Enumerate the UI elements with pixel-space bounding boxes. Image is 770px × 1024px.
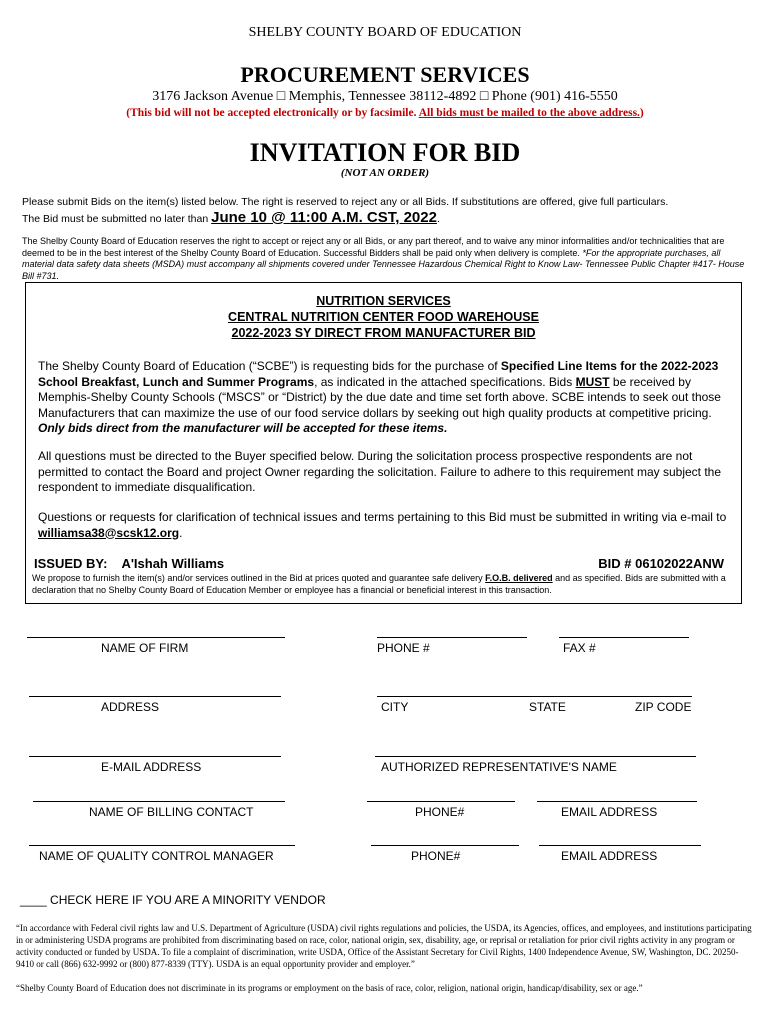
buyer-name: A'Ishah Williams (121, 556, 225, 571)
issued-label: ISSUED BY: (34, 556, 108, 571)
msds-notice: *For the appropriate purchases, all material data safety data sheets (MSDA) must accompany all shipments covered under Tennessee Hazardous Chemical Right to Know Law- Tennessee Public Chapter #417- House Bill #731. (22, 247, 745, 281)
state-label: STATE (529, 700, 566, 714)
heading-warehouse: CENTRAL NUTRITION CENTER FOOD WAREHOUSE (228, 310, 539, 324)
zip-code-label: ZIP CODE (635, 700, 692, 714)
department-title: PROCUREMENT SERVICES (240, 62, 530, 87)
qc-manager-label: NAME OF QUALITY CONTROL MANAGER (39, 849, 274, 863)
email-field[interactable] (29, 756, 281, 757)
box-headings (26, 293, 741, 341)
address-label: ADDRESS (101, 700, 160, 714)
city-state-zip-field[interactable] (377, 696, 692, 697)
email-label: E-MAIL ADDRESS (101, 760, 202, 774)
billing-email-field[interactable] (537, 801, 697, 802)
questions-paragraph: All questions must be directed to the Buyer specified below. During the solicitation process prospective respondents are not permitted to contact the Board and project Owner regarding the solicitation. Failure to adhere to this requirement may subject the respondent to immediate disqualification. (38, 449, 722, 494)
address-field[interactable] (29, 696, 281, 697)
authorized-rep-field[interactable] (375, 756, 696, 757)
notice-text: (This bid will not be accepted electronically or by facsimile. (126, 107, 419, 119)
bid-deadline: June 10 @ 11:00 A.M. CST, 2022 (211, 209, 437, 226)
billing-phone-field[interactable] (367, 801, 515, 802)
billing-phone-label: PHONE# (415, 805, 465, 819)
clarification-paragraph (38, 510, 728, 541)
fob-terms: F.O.B. delivered (485, 573, 553, 583)
notice-close: ) (639, 107, 644, 119)
buyer-email-link[interactable]: williamsa38@scsk12.org (38, 525, 180, 540)
document-title: INVITATION FOR BID (249, 138, 521, 167)
document-subtitle: (NOT AN ORDER) (340, 167, 430, 179)
board-name: SHELBY COUNTY BOARD OF EDUCATION (248, 25, 522, 40)
intro-line: Please submit Bids on the item(s) listed below. The right is reserved to reject any or all Bids. If substitutions are offered, give full particulars. (22, 196, 669, 208)
authorized-rep-label: AUTHORIZED REPRESENTATIVE'S NAME (381, 760, 617, 774)
fax-field[interactable] (559, 637, 689, 638)
phone-label: PHONE # (377, 641, 430, 655)
scope-manufacturer-only: Only bids direct from the manufacturer will be accepted for these items. (38, 421, 448, 435)
bid-number: BID # 06102022ANW (598, 556, 724, 571)
scope-text-c: , as indicated in the attached specifications. Bids (314, 374, 576, 389)
phone-field[interactable] (377, 637, 527, 638)
fax-label: FAX # (563, 641, 596, 655)
scope-paragraph (38, 359, 728, 437)
bid-details-box (25, 282, 742, 604)
scope-must: MUST (575, 374, 610, 389)
notice-mail-instruction: All bids must be mailed to the above address. (418, 107, 640, 119)
firm-name-label: NAME OF FIRM (101, 641, 189, 655)
office-address: 3176 Jackson Avenue □ Memphis, Tennessee 38112-4892 □ Phone (901) 416-5550 (152, 89, 618, 104)
billing-email-label: EMAIL ADDRESS (561, 805, 658, 819)
proposal-statement (32, 572, 732, 596)
billing-contact-label: NAME OF BILLING CONTACT (89, 805, 254, 819)
qc-manager-field[interactable] (29, 845, 295, 846)
qc-email-field[interactable] (539, 845, 701, 846)
qc-phone-field[interactable] (371, 845, 519, 846)
firm-name-field[interactable] (27, 637, 285, 638)
proposal-text: We propose to furnish the item(s) and/or services outlined in the Bid at prices quoted and guarantee safe delivery (32, 573, 486, 583)
scope-text-e: be received by Memphis-Shelby County Schools (“MSCS” or “District) by the due date and time set forth above. SCBE intends to seek out those Manufacturers that can maximize the use of our food service dollars by seeking out high quality products at competitive pricing. (38, 374, 721, 420)
heading-bid-name: 2022-2023 SY DIRECT FROM MANUFACTURER BID (231, 326, 536, 340)
billing-contact-field[interactable] (33, 801, 285, 802)
submission-notice (0, 107, 770, 119)
scbe-nondiscrimination-statement: “Shelby County Board of Education does not discriminate in its programs or employment on the basis of race, color, religion, national origin, handicap/disability, sex or age.” (16, 983, 643, 993)
usda-nondiscrimination-statement: “In accordance with Federal civil rights law and U.S. Department of Agriculture (USDA) civil rights regulations and policies, the USDA, its Agencies, offices, and employees, and institutions participating in or administering USDA programs are prohibited from discriminating based on race, color, national origin, sex, disability, age, or reprisal or retaliation for prior civil rights activity in any program or activity conducted or funded by USDA. To file a complaint of discrimination, write USDA, Office of the Assistant Secretary for Civil Rights, 1400 Independence Avenue, SW, Washington, DC. 20250-9410 or call (866) 632-9992 or (800) 877-8339 (TTY). USDA is an equal opportunity provider and employer.” (16, 923, 752, 969)
deadline-prefix: The Bid must be submitted no later than (22, 213, 212, 225)
issued-by (34, 556, 224, 571)
clarification-end: . (179, 525, 183, 540)
intro-paragraph (22, 195, 752, 227)
scope-items: Specified Line Items for the 2022-2023 School Breakfast, Lunch and Summer Programs (38, 359, 719, 389)
minority-vendor-checkbox[interactable]: ____ CHECK HERE IF YOU ARE A MINORITY VENDOR (20, 893, 326, 907)
city-label: CITY (381, 700, 409, 714)
clarification-text: Questions or requests for clarification of technical issues and terms pertaining to this Bid must be submitted in writing via e-mail to (38, 510, 727, 524)
deadline-suffix: . (436, 213, 440, 225)
qc-phone-label: PHONE# (411, 849, 461, 863)
terms-text: The Shelby County Board of Education reserves the right to accept or reject any or all Bids, or any part thereof, and to waive any minor informalities and/or technicalities that are deemed to be in the best interest of the Shelby County Board of Education. Successful Bidders shall be paid only when delivery is complete. (22, 236, 725, 258)
qc-email-label: EMAIL ADDRESS (561, 849, 658, 863)
scope-text-a: The Shelby County Board of Education (“SCBE”) is requesting bids for the purchase of (38, 359, 501, 373)
proposal-declaration: and as specified. Bids are submitted with a declaration that no Shelby County Board of Education Member or employee has a financial or beneficial interest in this transaction. (32, 573, 726, 595)
heading-nutrition-services: NUTRITION SERVICES (316, 294, 451, 308)
terms-paragraph (22, 236, 752, 282)
